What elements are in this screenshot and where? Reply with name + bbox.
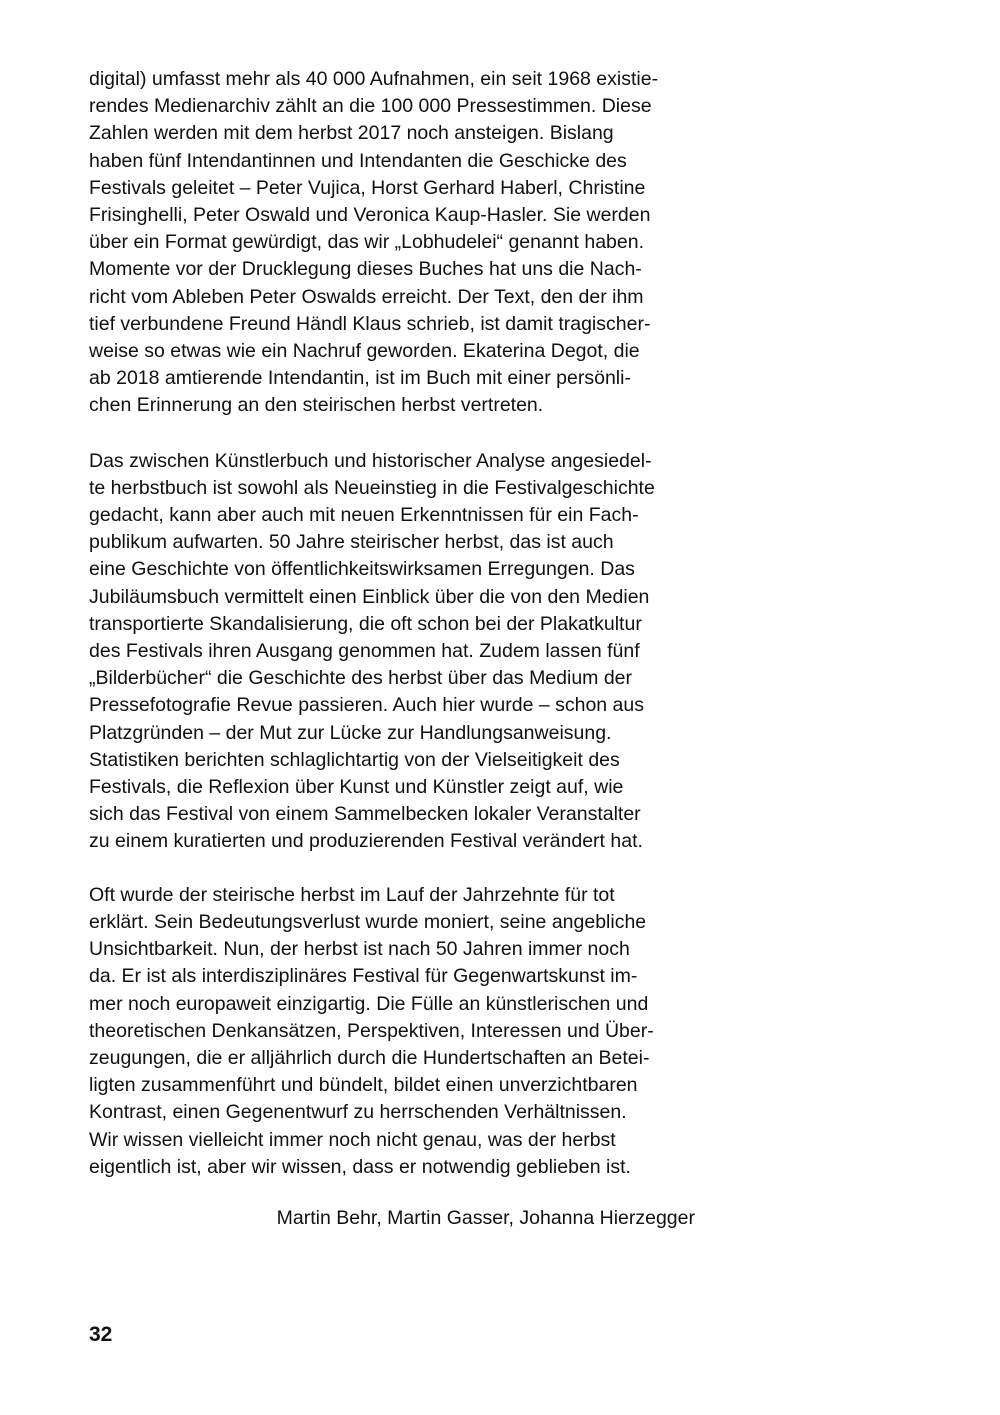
text-line: eine Geschichte von öffentlichkeitswirksamen Erregungen. Das <box>89 558 635 581</box>
author-signature: Martin Behr, Martin Gasser, Johanna Hierzegger <box>276 1206 695 1229</box>
text-line: Festivals, die Reflexion über Kunst und Künstler zeigt auf, wie <box>89 776 624 799</box>
text-line: theoretischen Denkansätzen, Perspektiven, Interessen und Über- <box>89 1019 654 1042</box>
text-line: ligten zusammenführt und bündelt, bildet einen unverzichtbaren <box>89 1074 638 1097</box>
text-line: chen Erinnerung an den steirischen herbst vertreten. <box>89 394 544 417</box>
text-line: richt vom Ableben Peter Oswalds erreicht. Der Text, den der ihm <box>89 285 644 308</box>
text-line: Das zwischen Künstlerbuch und historischer Analyse angesiedel- <box>89 449 652 472</box>
text-line: weise so etwas wie ein Nachruf geworden. Ekaterina Degot, die <box>89 340 640 363</box>
paragraph-2 <box>89 448 701 856</box>
text-line: transportierte Skandalisierung, die oft schon bei der Plakatkultur <box>89 612 642 635</box>
text-line: sich das Festival von einem Sammelbecken lokaler Veranstalter <box>89 803 641 826</box>
text-line: des Festivals ihren Ausgang genommen hat. Zudem lassen fünf <box>89 640 640 663</box>
text-line: digital) umfasst mehr als 40 000 Aufnahmen, ein seit 1968 existie- <box>89 68 659 90</box>
paragraph-spacer <box>89 856 701 882</box>
text-line: Festivals geleitet – Peter Vujica, Horst Gerhard Haberl, Christine <box>89 176 646 199</box>
paragraph-1 <box>89 66 701 420</box>
paragraph-3 <box>89 882 701 1181</box>
text-line: Zahlen werden mit dem herbst 2017 noch ansteigen. Bislang <box>89 122 614 145</box>
text-line: da. Er ist als interdisziplinäres Festival für Gegenwartskunst im- <box>89 965 638 988</box>
text-line: Oft wurde der steirische herbst im Lauf der Jahrzehnte für tot <box>89 883 615 906</box>
text-line: mer noch europaweit einzigartig. Die Fülle an künstlerischen und <box>89 992 649 1015</box>
text-line: Pressefotografie Revue passieren. Auch hier wurde – schon aus <box>89 694 644 717</box>
page-number: 32 <box>89 1323 113 1346</box>
text-line: Wir wissen vielleicht immer noch nicht genau, was der herbst <box>89 1128 616 1151</box>
text-line: Frisinghelli, Peter Oswald und Veronica Kaup-Hasler. Sie werden <box>89 204 651 227</box>
paragraph-spacer <box>89 420 701 448</box>
text-line: „Bilderbücher“ die Geschichte des herbst über das Medium der <box>89 667 633 690</box>
text-line: haben fünf Intendantinnen und Intendanten die Geschicke des <box>89 149 627 172</box>
text-line: Statistiken berichten schlaglichtartig von der Vielseitigkeit des <box>89 748 620 771</box>
text-line: ab 2018 amtierende Intendantin, ist im Buch mit einer persönli- <box>89 367 631 390</box>
text-line: zu einem kuratierten und produzierenden Festival verändert hat. <box>89 830 643 853</box>
text-line: te herbstbuch ist sowohl als Neueinstieg in die Festivalgeschichte <box>89 476 655 499</box>
text-line: Kontrast, einen Gegenentwurf zu herrschenden Verhältnissen. <box>89 1101 627 1124</box>
text-line: erklärt. Sein Bedeutungsverlust wurde moniert, seine angebliche <box>89 910 647 933</box>
text-line: Momente vor der Drucklegung dieses Buches hat uns die Nach- <box>89 258 642 281</box>
text-line: gedacht, kann aber auch mit neuen Erkenntnissen für ein Fach- <box>89 504 639 527</box>
text-line: eigentlich ist, aber wir wissen, dass er notwendig geblieben ist. <box>89 1155 631 1178</box>
text-line: Unsichtbarkeit. Nun, der herbst ist nach 50 Jahren immer noch <box>89 938 630 961</box>
paragraph-spacer <box>89 1181 701 1205</box>
text-line: publikum aufwarten. 50 Jahre steirischer herbst, das ist auch <box>89 531 614 554</box>
text-line: rendes Medienarchiv zählt an die 100 000 Pressestimmen. Diese <box>89 95 652 118</box>
text-line: zeugungen, die er alljährlich durch die Hundertschaften an Betei- <box>89 1046 650 1069</box>
text-line: Jubiläumsbuch vermittelt einen Einblick über die von den Medien <box>89 585 650 608</box>
text-line: über ein Format gewürdigt, das wir „Lobhudelei“ genannt haben. <box>89 231 645 254</box>
text-line: Platzgründen – der Mut zur Lücke zur Handlungsanweisung. <box>89 721 612 744</box>
text-line: tief verbundene Freund Händl Klaus schrieb, ist damit tragischer- <box>89 312 651 335</box>
body-text <box>89 66 701 1232</box>
